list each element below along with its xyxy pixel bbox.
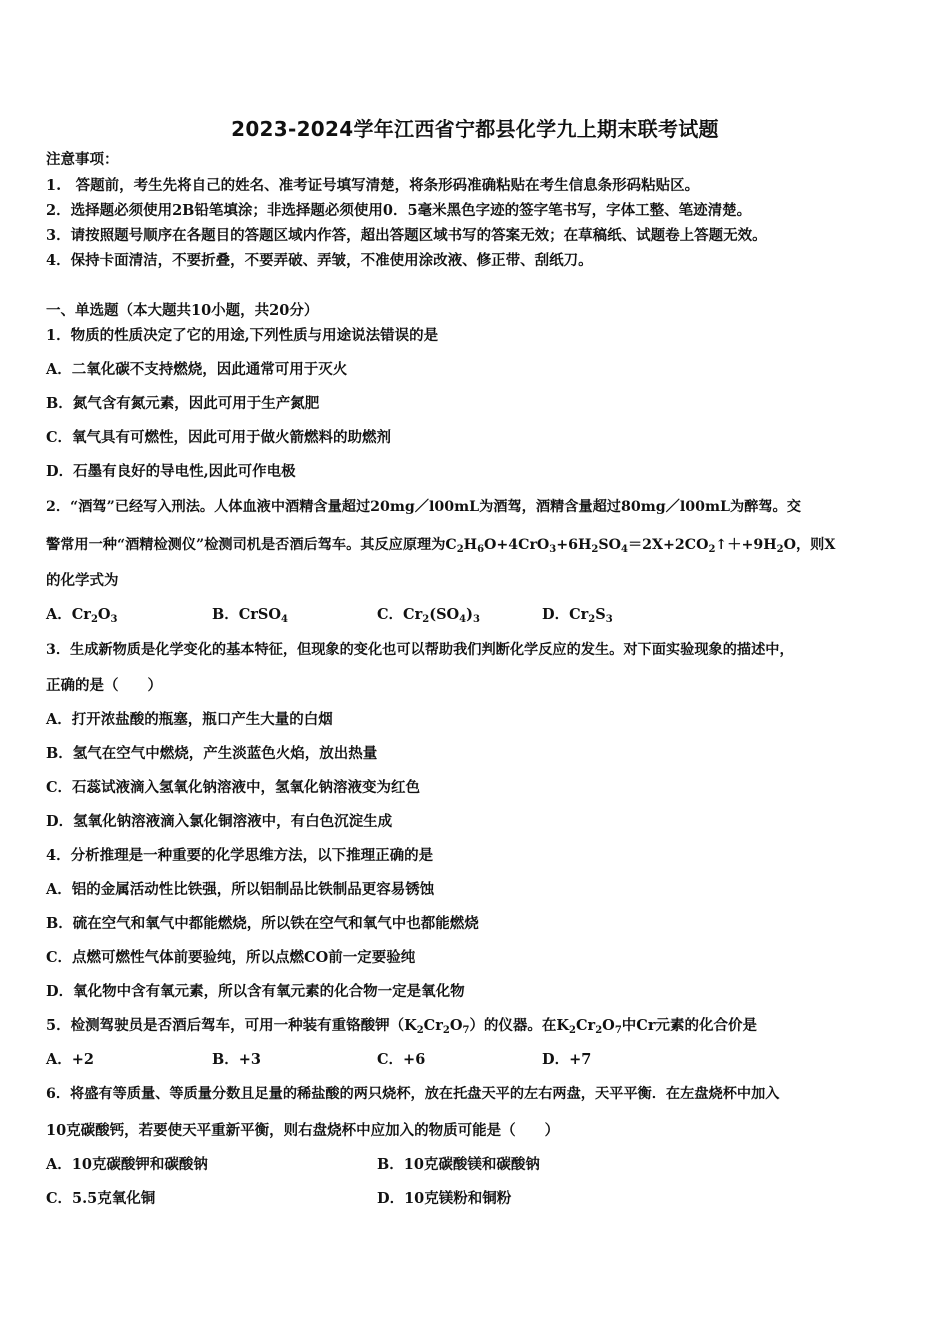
q3-stem-line2: 正确的是（ ） <box>46 677 162 694</box>
q6-option-b: B．10克碳酸镁和碳酸钠 <box>377 1156 540 1173</box>
q1-option-c: C．氧气具有可燃性，因此可用于做火箭燃料的助燃剂 <box>46 429 392 446</box>
q3-option-c: C．石蕊试液滴入氢氧化钠溶液中，氢氧化钠溶液变为红色 <box>46 779 421 796</box>
q5-option-d: D．+7 <box>542 1051 592 1068</box>
q2-option-d: D．$Cr_2S_3$ <box>542 606 613 625</box>
section-heading: 一、单选题（本大题共10小题，共20分） <box>46 302 319 319</box>
notice-item-2: 2．选择题必须使用2B铅笔填涂；非选择题必须使用0．5毫米黑色字迹的签字笔书写，字体工整、笔迹清楚。 <box>46 202 752 219</box>
q3-stem-line1: 3．生成新物质是化学变化的基本特征，但现象的变化也可以帮助我们判断化学反应的发生。对下面实验现象的描述中， <box>46 642 794 658</box>
q2-option-c: C．$Cr_2(SO_4)_3$ <box>377 606 480 625</box>
q1-stem: 1．物质的性质决定了它的用途,下列性质与用途说法错误的是 <box>46 327 439 344</box>
q4-stem: 4．分析推理是一种重要的化学思维方法，以下推理正确的是 <box>46 847 434 864</box>
q5-option-b: B．+3 <box>212 1051 261 1068</box>
q2-stem-line1: 2．“酒驾”已经写入刑法。人体血液中酒精含量超过20mg／l00mL为酒驾，酒精含量超过80mg／l00mL为醉驾。交 <box>46 499 801 515</box>
q3-option-d: D．氢氧化钠溶液滴入氯化铜溶液中，有白色沉淀生成 <box>46 813 393 830</box>
q1-option-a: A．二氧化碳不支持燃烧，因此通常可用于灭火 <box>46 361 348 378</box>
notice-item-4: 4．保持卡面清洁，不要折叠，不要弄破、弄皱，不准使用涂改液、修正带、刮纸刀。 <box>46 252 593 269</box>
q3-option-b: B．氢气在空气中燃烧，产生淡蓝色火焰，放出热量 <box>46 745 378 762</box>
q6-option-d: D．10克镁粉和铜粉 <box>377 1190 512 1207</box>
q2-stem-line2: 警常用一种“酒精检测仪”检测司机是否酒后驾车。其反应原理为$C_2H_6O+4CrO_3+6H_2SO_4=2X+2CO_2↑++9H_2O$，则X <box>46 537 836 555</box>
q5-option-a: A．+2 <box>46 1051 94 1068</box>
notice-item-3: 3．请按照题号顺序在各题目的答题区域内作答，超出答题区域书写的答案无效；在草稿纸、试题卷上答题无效。 <box>46 227 767 244</box>
q4-option-a: A．铝的金属活动性比铁强，所以铝制品比铁制品更容易锈蚀 <box>46 881 435 898</box>
q5-option-c: C．+6 <box>377 1051 426 1068</box>
q4-option-d: D．氧化物中含有氧元素，所以含有氧元素的化合物一定是氧化物 <box>46 983 465 1000</box>
q2-option-a: A．$Cr_2O_3$ <box>46 606 118 625</box>
q1-option-d: D．石墨有良好的导电性,因此可作电极 <box>46 463 296 480</box>
q2-option-b: B．CrSO$_4$ <box>212 606 289 625</box>
q1-option-b: B．氮气含有氮元素，因此可用于生产氮肥 <box>46 395 320 412</box>
q6-option-c: C．5.5克氧化铜 <box>46 1190 156 1207</box>
q6-stem-line1: 6．将盛有等质量、等质量分数且足量的稀盐酸的两只烧杯，放在托盘天平的左右两盘，天平平衡．在左盘烧杯中加入 <box>46 1086 780 1102</box>
q6-option-a: A．10克碳酸钾和碳酸钠 <box>46 1156 208 1173</box>
q4-option-b: B．硫在空气和氧气中都能燃烧，所以铁在空气和氧气中也都能燃烧 <box>46 915 479 932</box>
q6-stem-line2: 10克碳酸钙，若要使天平重新平衡，则右盘烧杯中应加入的物质可能是（ ） <box>46 1122 560 1139</box>
notice-item-1: 1. 答题前，考生先将自己的姓名、准考证号填写清楚，将条形码准确粘贴在考生信息条形码粘贴区。 <box>46 177 700 194</box>
q3-option-a: A．打开浓盐酸的瓶塞，瓶口产生大量的白烟 <box>46 711 333 728</box>
q2-stem-line3: 的化学式为 <box>46 572 119 589</box>
page-title: 2023-2024学年江西省宁都县化学九上期末联考试题 <box>231 117 719 141</box>
q5-stem: 5．检测驾驶员是否酒后驾车，可用一种装有重铬酸钾$(K_2Cr_2O_7)$的仪器。在$K_2Cr_2O_7$中Cr元素的化合价是 <box>46 1017 757 1036</box>
notice-heading: 注意事项： <box>46 151 119 168</box>
q4-option-c: C．点燃可燃性气体前要验纯，所以点燃CO前一定要验纯 <box>46 949 416 966</box>
